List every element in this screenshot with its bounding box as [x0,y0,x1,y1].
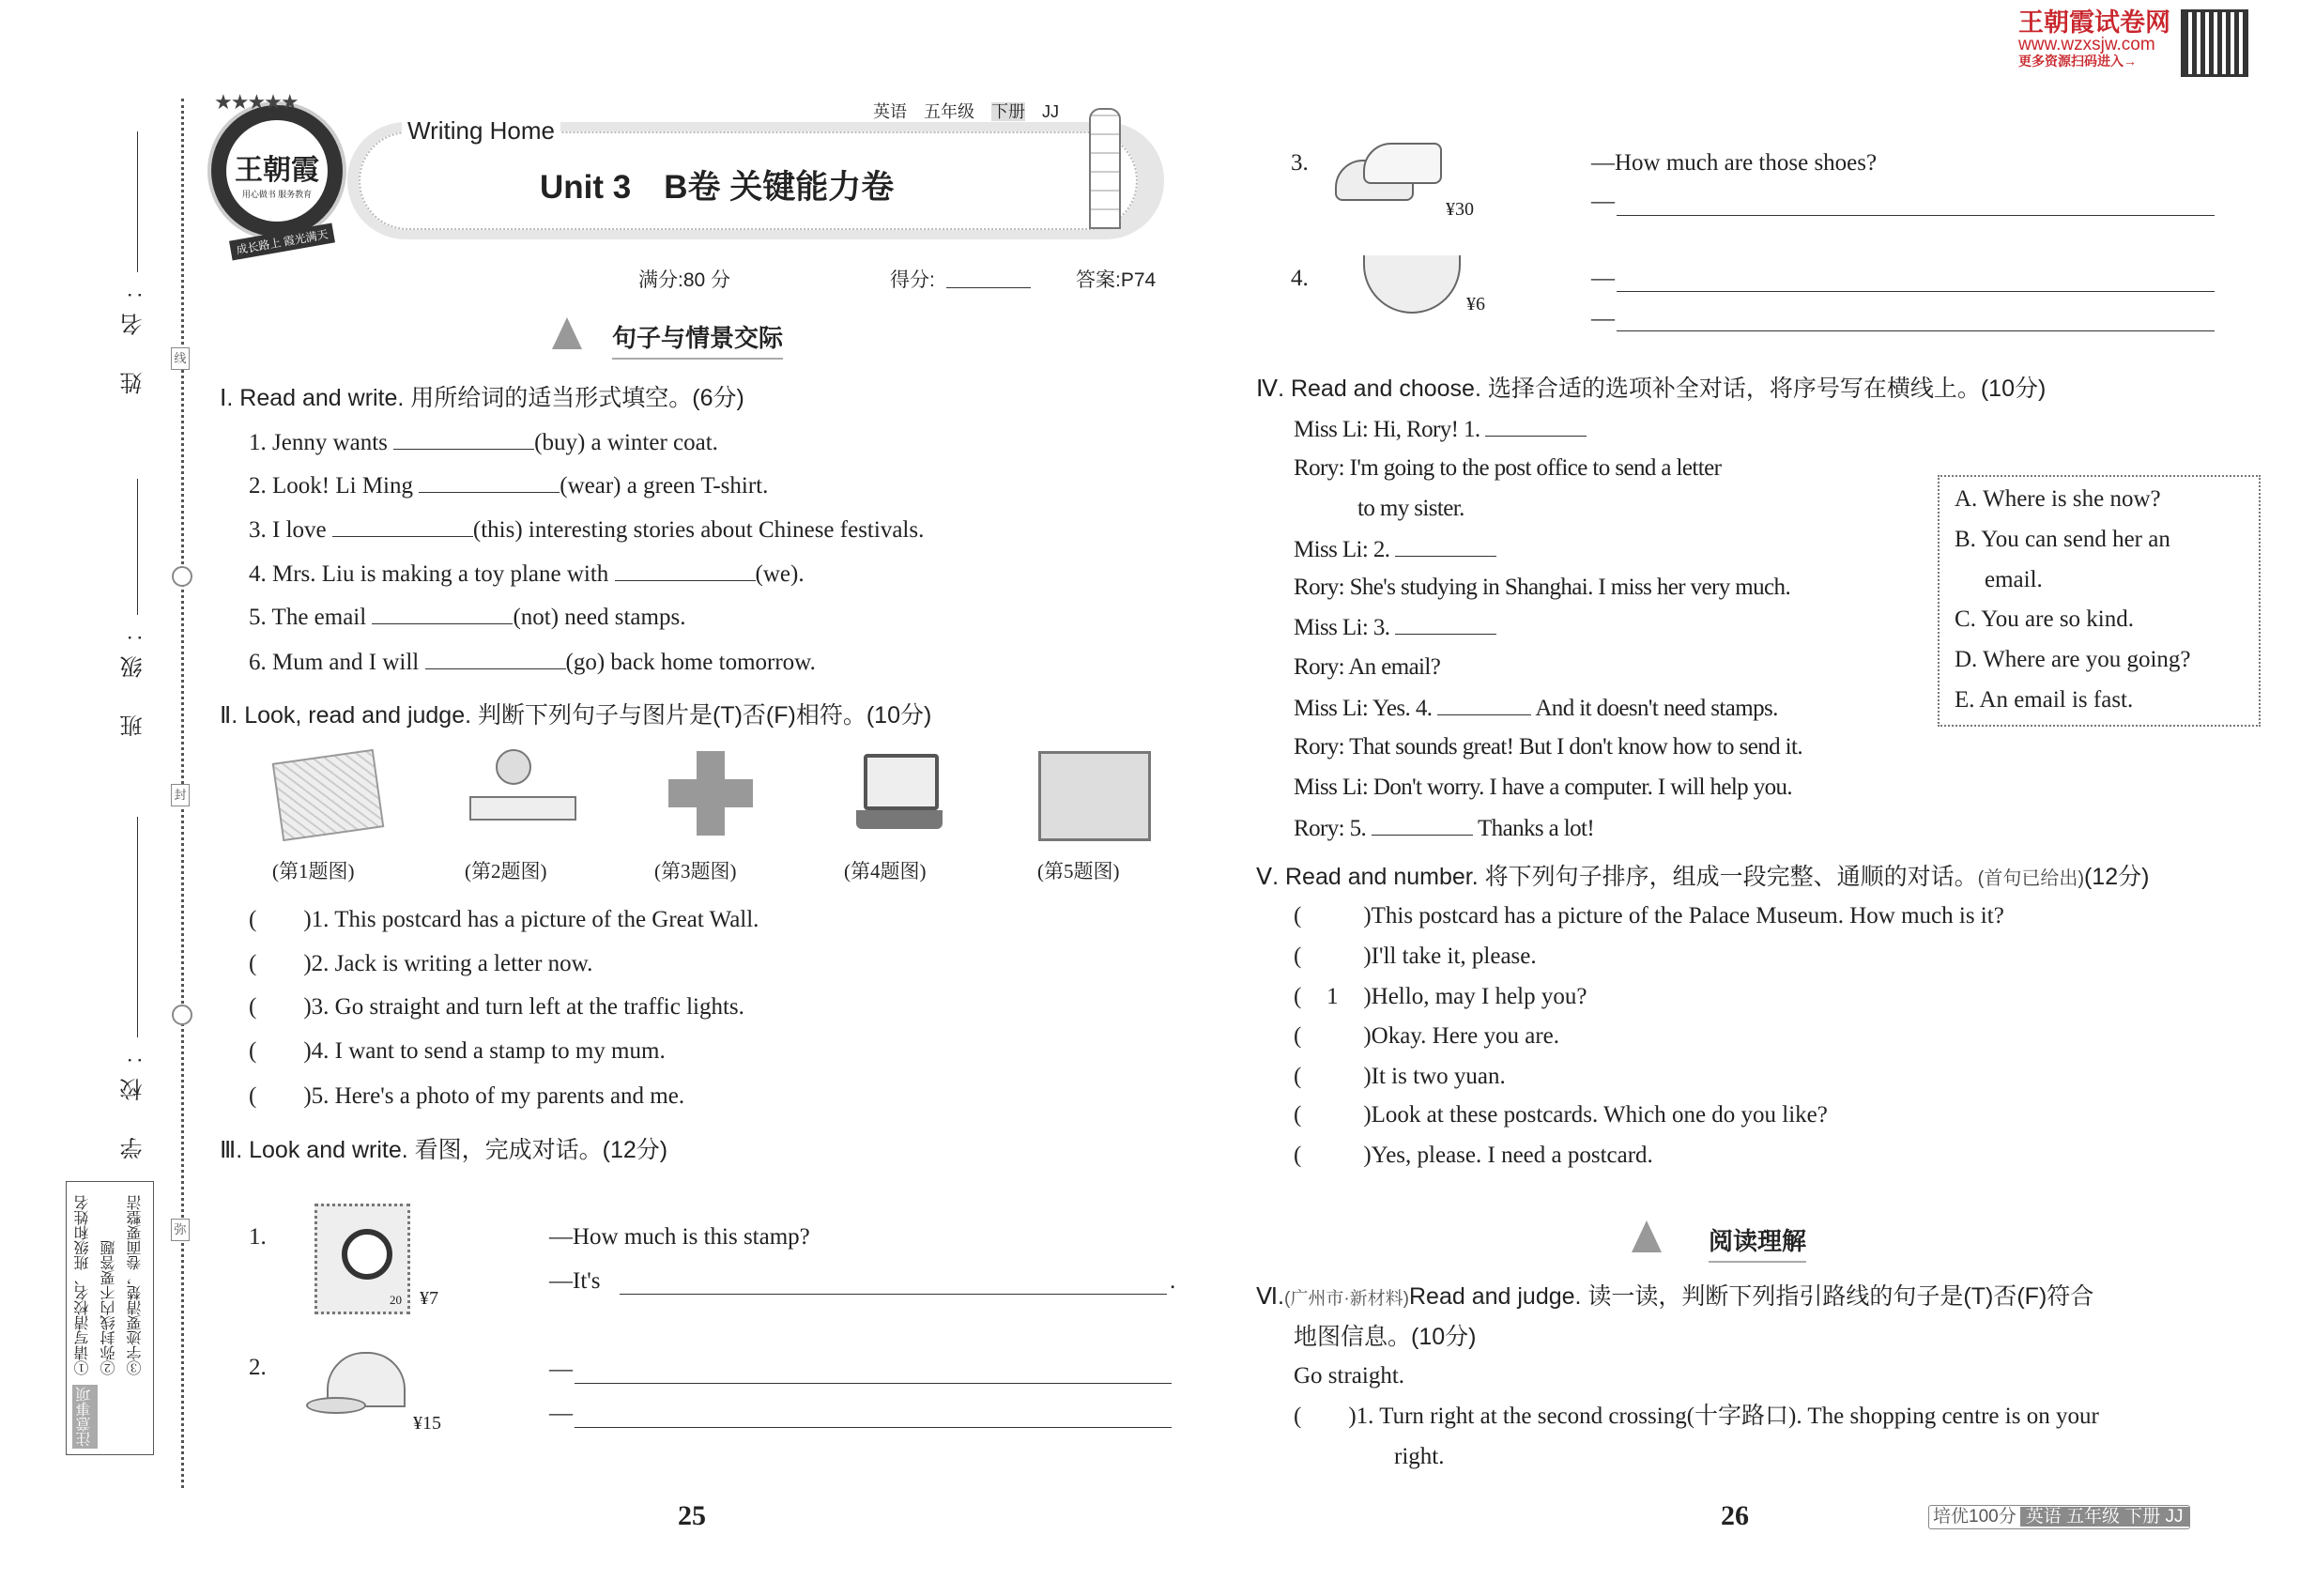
family-photo-image [1038,751,1151,841]
seal-char: 弥 [171,1219,190,1241]
panda-stamp-image [314,1204,410,1314]
dialogue-line: Rory: That sounds great! But I don't know how to send it. [1294,734,1803,760]
section-title-2: 阅读理解 [1709,1222,1806,1263]
dialogue-dash: — [1591,189,1615,214]
seal-char: 封 [171,784,190,806]
page-number-right: 26 [1721,1500,1749,1531]
q1-item: 4. Mrs. Liu is making a toy plane with (we). [249,561,805,587]
option-b-cont: email. [1985,567,2043,592]
class-field[interactable] [137,479,138,615]
answer-blank[interactable] [419,471,560,493]
dialogue-dash: — [549,1401,573,1426]
option-e: E. An email is fast. [1955,687,2134,713]
image-caption: (第1题图) [272,860,355,882]
bananas-image [1363,255,1461,317]
q3-heading: Ⅲ. Look and write. 看图，完成对话。(12分) [220,1137,668,1163]
price-label: ¥6 [1466,294,1485,315]
sailboat-icon [1632,1220,1662,1252]
stamp-value: 20 [390,1293,402,1307]
image-caption: (第3题图) [654,860,737,882]
answer-blank[interactable] [425,648,566,669]
school-label: 学 校: [121,1042,146,1160]
qr-code-icon[interactable] [2181,9,2248,77]
q5-heading: Ⅴ. Read and number. 将下列句子排序，组成一段完整、通顺的对话。(首句已给出)(12分) [1256,864,2150,890]
dialogue-line: —How much is this stamp? [549,1224,810,1250]
dialogue-line: Miss Li: 3. [1294,613,1496,642]
option-d: D. Where are you going? [1955,647,2191,672]
lighthouse-icon [1089,108,1121,229]
q3-num: 1. [249,1224,267,1250]
writing-home-label: Writing Home [402,116,560,146]
period: . [1170,1268,1176,1294]
option-c: C. You are so kind. [1955,606,2134,632]
answer-blank[interactable] [1485,415,1587,437]
option-b: B. You can send her an [1955,527,2170,552]
q3-num: 4. [1291,266,1309,291]
dialogue-line: Miss Li: 2. [1294,535,1496,564]
site-logo [2018,9,2170,71]
price-label: ¥30 [1446,199,1474,220]
tag-grade: 五年级 [924,102,974,121]
q5-item: ( )Yes, please. I need a postcard. [1294,1143,1653,1168]
dialogue-line: Miss Li: Hi, Rory! 1. [1294,415,1587,444]
q5-item: ( )I'll take it, please. [1294,944,1537,969]
q1-heading: Ⅰ. Read and write. 用所给词的适当形式填空。(6分) [220,385,744,411]
option-a: A. Where is she now? [1955,486,2161,512]
badge-info: 英语 五年级 下册 JJ [2020,1507,2189,1527]
dialogue-line: Miss Li: Don't worry. I have a computer. I will help you. [1294,775,1793,800]
answer-blank[interactable] [393,428,534,450]
shoes-image [1335,131,1440,212]
answer-line[interactable] [575,1383,1172,1384]
q1-item: 2. Look! Li Ming (wear) a green T-shirt. [249,473,769,499]
image-caption: (第5题图) [1037,860,1120,882]
q1-item: 3. I love (this) interesting stories about Chinese festivals. [249,517,925,543]
answer-line[interactable] [1617,215,2215,216]
name-field[interactable] [137,131,138,272]
boy-writing-image [469,749,573,838]
q2-item: ( )4. I want to send a stamp to my mum. [249,1038,666,1064]
site-logo-name: 王朝霞试卷网 [2018,8,2170,37]
name-label: 姓 名: [121,277,146,395]
answer-blank[interactable] [332,515,473,537]
note-item: ①请写清校名、班级和姓名 [75,1195,91,1375]
q2-item: ( )5. Here's a photo of my parents and me. [249,1083,685,1109]
q1-item: 5. The email (not) need stamps. [249,605,686,630]
brand-logo [207,101,346,257]
answer-blank[interactable] [372,603,513,624]
seal-char: 线 [171,347,190,370]
school-field[interactable] [137,817,138,1037]
badge-series: 培优100分 [1933,1507,2016,1527]
q2-heading: Ⅱ. Look, read and judge. 判断下列句子与图片是(T)否(F)相符。(10分) [220,702,932,729]
dialogue-dash: — [549,1357,573,1382]
q5-item: ( )It is two yuan. [1294,1064,1506,1089]
header-tags [873,99,1059,123]
tag-volume: 下册 [991,102,1025,121]
image-caption: (第2题图) [465,860,547,882]
q3-num: 3. [1291,150,1309,176]
page-number-left: 25 [678,1500,706,1531]
circle-icon [172,566,192,587]
price-label: ¥7 [420,1288,438,1309]
answer-line[interactable] [1617,330,2215,331]
dialogue-dash: — [1591,266,1615,291]
dialogue-line: Rory: An email? [1294,654,1441,680]
postcard-image [272,749,385,841]
q1-item: 1. Jenny wants (buy) a winter coat. [249,430,718,455]
q5-item: ( )This postcard has a picture of the Palace Museum. How much is it? [1294,903,2004,928]
laptop-email-image [856,754,943,836]
q4-heading: Ⅳ. Read and choose. 选择合适的选项补全对话，将序号写在横线上。(10分) [1256,376,2047,402]
dialogue-line: Rory: She's studying in Shanghai. I miss her very much. [1294,575,1791,600]
note-item: ②弥封线内不要答题 [101,1240,117,1375]
circle-icon [172,1005,192,1025]
answer-line[interactable] [1617,291,2215,292]
q6-heading-cont: 地图信息。(10分) [1294,1324,1477,1350]
price-label: ¥15 [413,1413,441,1434]
sailboat-icon [552,317,582,349]
tag-subject: 英语 [873,102,907,121]
q5-item: ( )Look at these postcards. Which one do you like? [1294,1102,1828,1128]
answer-blank[interactable] [1395,535,1496,557]
image-caption: (第4题图) [844,860,927,882]
stars-icon: ★★★★★ [214,90,298,114]
dialogue-line: —It's [549,1268,601,1294]
full-score: 满分:80 分 [638,269,731,291]
dialogue-line: —How much are those shoes? [1591,150,1878,176]
answer-ref: 答案:P74 [1076,269,1157,291]
note-item: ③字迹要清楚，卷面要整洁 [128,1195,144,1375]
brand-ribbon: 成长路上 霞光满天 [229,223,335,261]
tag-edition: JJ [1042,102,1059,121]
q6-item-cont: right. [1394,1444,1445,1469]
footer-badge [1928,1505,2190,1529]
notes-title: 注意事项 [72,1385,98,1449]
cap-image [306,1352,411,1420]
class-label: 班 级: [121,620,146,738]
q6-heading: Ⅵ.(广州市·新材料)Read and judge. 读一读，判断下列指引路线的句子是(T)否(F)符合 [1256,1283,2094,1310]
dialogue-line: to my sister. [1357,496,1464,521]
dialogue-line: Rory: 5. Thanks a lot! [1294,816,1595,841]
answer-blank[interactable] [1437,694,1531,715]
site-logo-url: www.wzxsjw.com [2018,35,2155,54]
answer-blank[interactable] [1372,814,1473,836]
q2-item: ( )3. Go straight and turn left at the traffic lights. [249,994,744,1020]
dialogue-dash: — [1591,306,1615,331]
order-input[interactable]: 1 [1326,984,1339,1009]
brand-name: 王朝霞 [235,155,319,186]
answer-blank[interactable] [615,560,756,581]
site-logo-tagline: 更多资源扫码进入→ [2018,55,2137,69]
q6-intro: Go straight. [1294,1363,1405,1389]
q6-item: ( )1. Turn right at the second crossing(十字路口). The shopping centre is on your [1294,1404,2099,1429]
q2-item: ( )2. Jack is writing a letter now. [249,951,593,976]
score-label: 得分: [890,269,935,291]
dialogue-line: Rory: I'm going to the post office to send a letter [1294,455,1722,481]
score-field[interactable] [946,287,1031,288]
brand-motto: 用心做书 服务教育 [241,190,313,199]
notes-box [66,1181,154,1455]
answer-line[interactable] [575,1427,1172,1428]
q2-item: ( )1. This postcard has a picture of the Great Wall. [249,907,759,932]
q1-item: 6. Mum and I will (go) back home tomorrow. [249,650,816,675]
page-title: Unit 3 B卷 关键能力卷 [540,169,895,206]
q5-item: ( )Okay. Here you are. [1294,1023,1560,1049]
dialogue-line: Miss Li: Yes. 4. And it doesn't need stamps. [1294,696,1778,721]
q5-item: ( 1 )Hello, may I help you? [1294,984,1587,1009]
section-title-1: 句子与情景交际 [612,319,783,360]
q3-num: 2. [249,1355,267,1380]
answer-line[interactable] [620,1294,1167,1295]
answer-blank[interactable] [1395,613,1496,635]
crossroads-image [668,751,753,836]
